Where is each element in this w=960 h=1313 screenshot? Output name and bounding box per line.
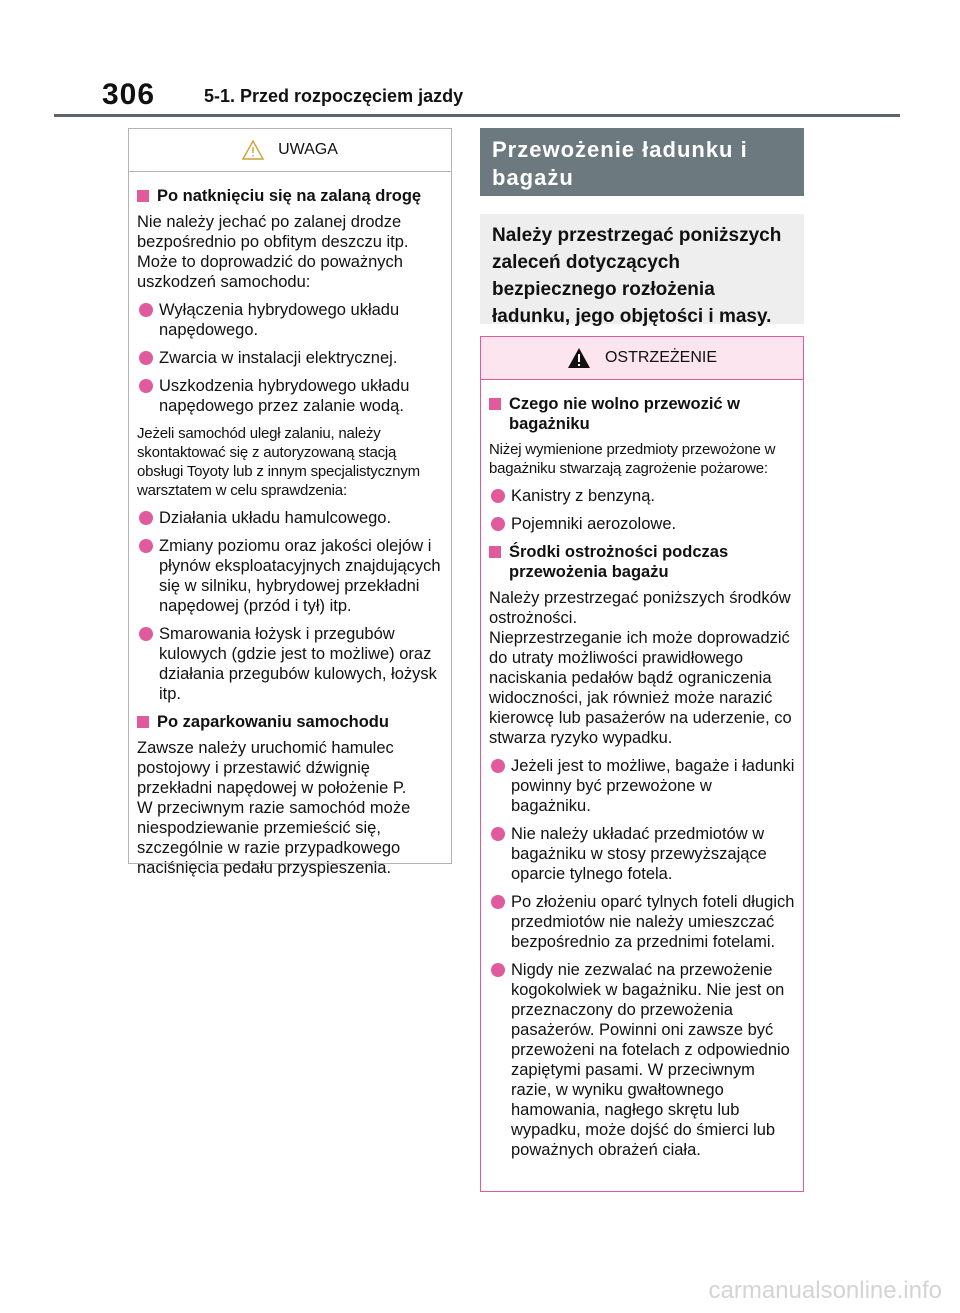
list-item-text: Jeżeli jest to możliwe, bagaże i ładunki powinny być przewożone w bagażniku. bbox=[511, 757, 795, 815]
list-item-text: Wyłączenia hybrydowego układu napędowego. bbox=[159, 301, 400, 339]
warning-heading-forbidden bbox=[489, 394, 795, 434]
caution-label: UWAGA bbox=[278, 141, 338, 158]
bullet-dot-icon bbox=[491, 489, 505, 503]
warning-label: OSTRZEŻENIE bbox=[604, 349, 717, 366]
list-item bbox=[489, 892, 795, 952]
paragraph: Nie należy jechać po zalanej drodze bezpośrednio po obfitym deszczu itp. Może to doprowadzić do poważnych uszkodzeń samochodu: bbox=[137, 213, 409, 291]
list-item bbox=[137, 376, 443, 416]
list-item bbox=[489, 486, 795, 506]
warning-box bbox=[480, 336, 804, 1192]
paragraph: Należy przestrzegać poniższych środków ostrożności. Nieprzestrzeganie ich może doprowadzić do utraty możliwości prawidłowego naciskania pedałów bądź ograniczenia widoczności, jak również może narazić kierowcę lub pasażerów na uderzenie, co stwarza ryzyko wypadku. bbox=[489, 589, 792, 747]
bullet-dot-icon bbox=[491, 517, 505, 531]
bullet-dot-icon bbox=[491, 963, 505, 977]
caution-content bbox=[129, 172, 451, 878]
paragraph: Zawsze należy uruchomić hamulec postojowy i przestawić dźwignię przekładni napędowej w położenie P. W przeciwnym razie samochód może niespodziewanie przemieścić się, szczególnie w razie przypadkowego naciśnięcia pedału przyspieszenia. bbox=[137, 739, 411, 877]
bullet-dot-icon bbox=[139, 303, 153, 317]
heading-text: Środki ostrożności podczas przewożenia bagażu bbox=[509, 543, 729, 581]
bullet-dot-icon bbox=[491, 895, 505, 909]
caution-heading-flooded-road bbox=[137, 186, 443, 206]
caution-heading-parking bbox=[137, 712, 443, 732]
list-item-text: Po złożeniu oparć tylnych foteli długich przedmiotów nie należy umieszczać bezpośrednio za przednimi fotelami. bbox=[511, 893, 795, 951]
bullet-dot-icon bbox=[139, 379, 153, 393]
list-item bbox=[489, 756, 795, 816]
list-item bbox=[137, 348, 443, 368]
intro-text: Należy przestrzegać poniższych zaleceń dotyczących bezpiecznego rozłożenia ładunku, jego objętości i masy. bbox=[492, 225, 782, 327]
list-item-text: Smarowania łożysk i przegubów kulowych (gdzie jest to możliwe) oraz działania przegubów kulowych, łożysk itp. bbox=[159, 625, 437, 703]
bullet-dot-icon bbox=[139, 351, 153, 365]
section-title: 5-1. Przed rozpoczęciem jazdy bbox=[204, 86, 464, 106]
list-item-text: Uszkodzenia hybrydowego układu napędowego przez zalanie wodą. bbox=[159, 377, 410, 415]
list-item-text: Zmiany poziomu oraz jakości olejów i płynów eksploatacyjnych znajdujących się w silniku, hybrydowej przekładni napędowej (przód i tył) itp. bbox=[159, 537, 441, 615]
list-item bbox=[489, 824, 795, 884]
danger-triangle-filled-icon bbox=[567, 347, 591, 369]
list-item-text: Nie należy układać przedmiotów w bagażniku w stosy przewyższające oparcie tylnego fotela. bbox=[511, 825, 767, 883]
square-bullet-icon bbox=[137, 716, 149, 728]
square-bullet-icon bbox=[489, 398, 501, 410]
list-item-text: Kanistry z benzyną. bbox=[511, 487, 655, 505]
warning-content bbox=[481, 380, 803, 1160]
heading-text: Po zaparkowaniu samochodu bbox=[157, 713, 389, 731]
paragraph: Niżej wymienione przedmioty przewożone w bagażniku stwarzają zagrożenie pożarowe: bbox=[489, 441, 776, 477]
caution-triangle-outline-icon bbox=[242, 140, 264, 160]
bullet-dot-icon bbox=[139, 511, 153, 525]
warning-heading-precautions bbox=[489, 542, 795, 582]
square-bullet-icon bbox=[489, 546, 501, 558]
caution-box bbox=[128, 128, 452, 877]
list-item-text: Pojemniki aerozolowe. bbox=[511, 515, 677, 533]
heading-text: Po natknięciu się na zalaną drogę bbox=[157, 187, 422, 205]
caution-header bbox=[129, 129, 451, 172]
list-item bbox=[137, 508, 443, 528]
topic-title: Przewożenie ładunku i bagażu bbox=[492, 137, 748, 190]
list-item-text: Zwarcia w instalacji elektrycznej. bbox=[159, 349, 398, 367]
bullet-dot-icon bbox=[139, 627, 153, 641]
list-item bbox=[137, 300, 443, 340]
list-item bbox=[137, 536, 443, 616]
topic-title-box bbox=[480, 128, 804, 196]
list-item-text: Nigdy nie zezwalać na przewożenie kogokolwiek w bagażniku. Nie jest on przeznaczony do przewożenia pasażerów. Powinni oni zawsze być przewożeni na fotelach z odpowiednio zapiętymi pasami. W przeciwnym razie, w wyniku gwałtownego hamowania, nagłego skrętu lub wypadku, może dojść do śmierci lub poważnych obrażeń ciała. bbox=[511, 961, 790, 1159]
list-item bbox=[489, 960, 795, 1160]
intro-box bbox=[480, 214, 804, 327]
square-bullet-icon bbox=[137, 190, 149, 202]
list-item bbox=[137, 624, 443, 704]
warning-header bbox=[481, 337, 803, 380]
header-rule bbox=[54, 114, 900, 117]
heading-text: Czego nie wolno przewozić w bagażniku bbox=[509, 395, 741, 433]
bullet-dot-icon bbox=[491, 827, 505, 841]
page-number: 306 bbox=[102, 78, 156, 111]
watermark: carmanualsonline.info bbox=[708, 1277, 942, 1304]
bullet-dot-icon bbox=[139, 539, 153, 553]
bullet-dot-icon bbox=[491, 759, 505, 773]
list-item bbox=[489, 514, 795, 534]
list-item-text: Działania układu hamulcowego. bbox=[159, 509, 392, 527]
paragraph: Jeżeli samochód uległ zalaniu, należy skontaktować się z autoryzowaną stacją obsługi Toyoty lub z innym specjalistycznym warsztatem w celu sprawdzenia: bbox=[137, 425, 420, 499]
page-header bbox=[88, 78, 900, 118]
